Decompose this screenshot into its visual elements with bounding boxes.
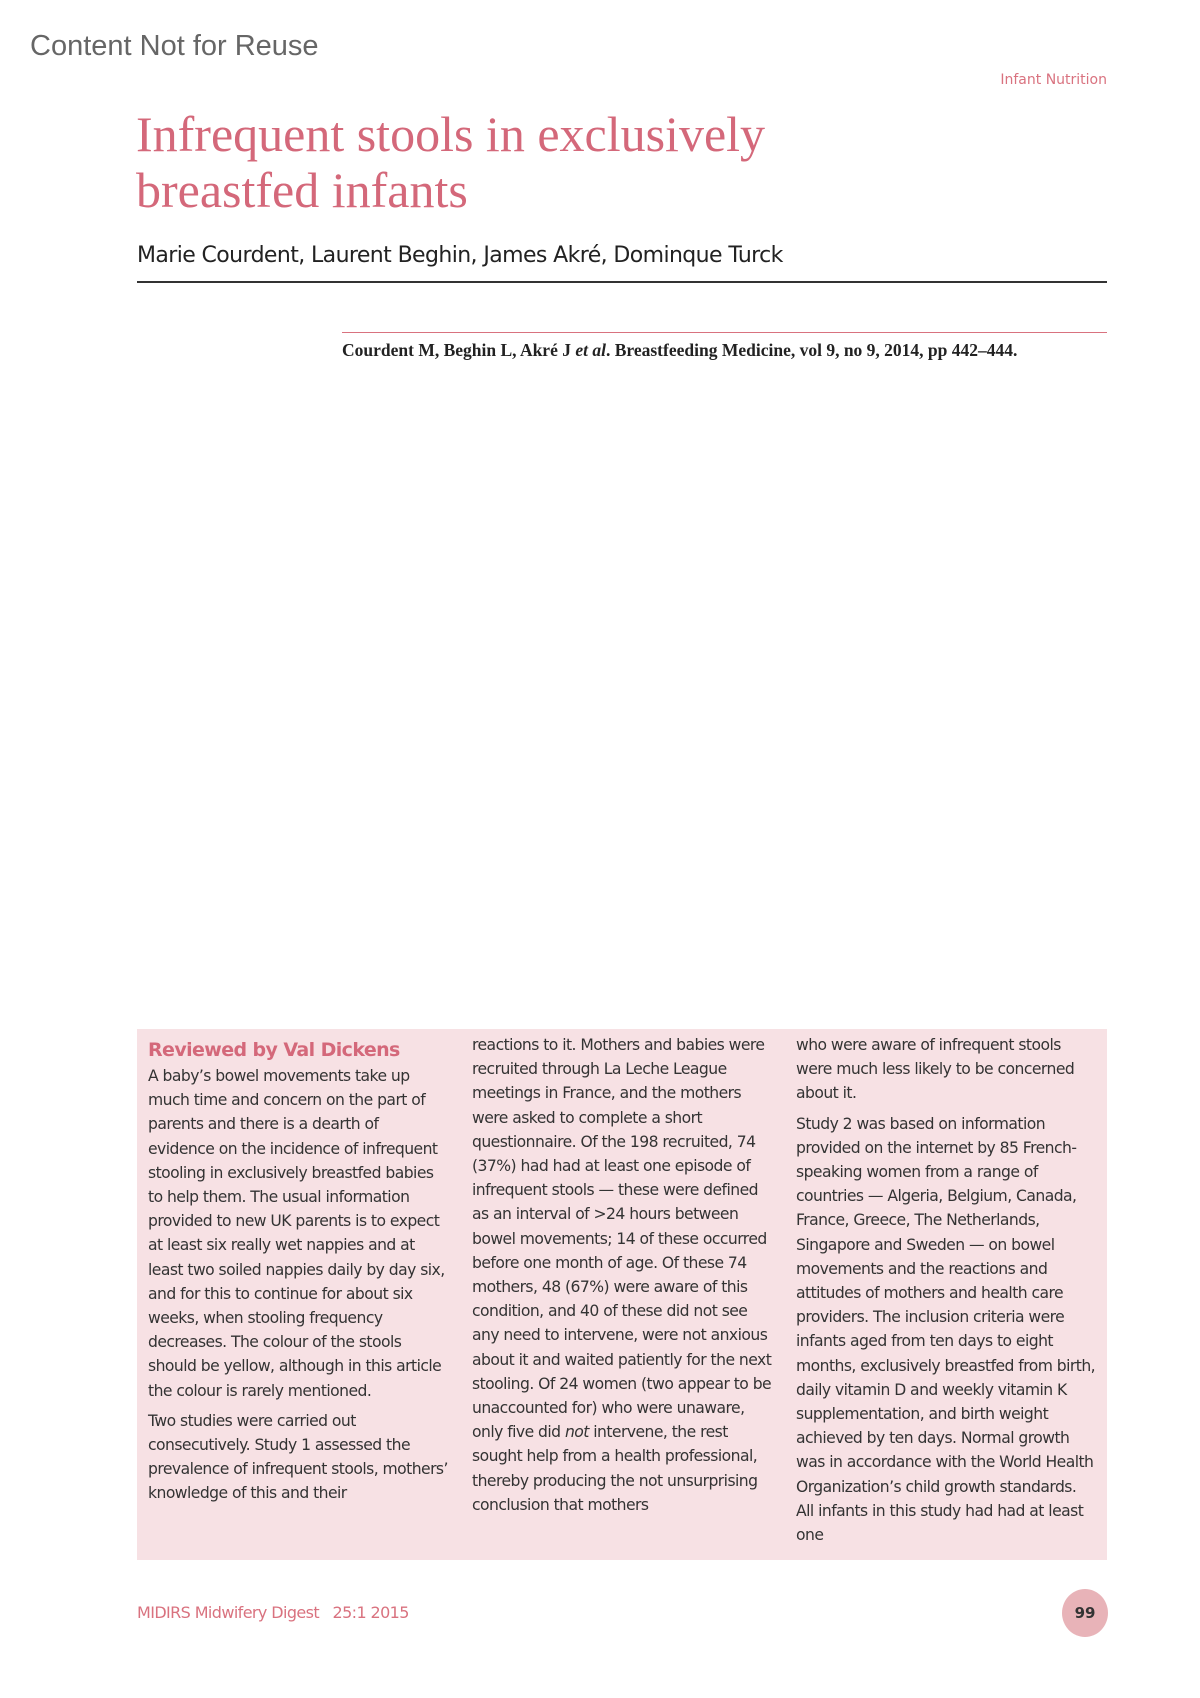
article-authors: Marie Courdent, Laurent Beghin, James Akré, Dominque Turck: [137, 243, 783, 268]
review-column-3: [796, 1033, 1096, 1553]
review-column-2: [472, 1033, 772, 1523]
section-label: Infant Nutrition: [1000, 72, 1107, 88]
article-title: [136, 106, 765, 218]
citation-divider: [342, 332, 1107, 333]
title-line: breastfed infants: [136, 162, 468, 218]
review-paragraph: Study 2 was based on information provided on the internet by 85 French-speaking women from a range of countries — Algeria, Belgium, Canada, France, Greece, The Netherlands, Singapore and Sweden — on bowel movements and the reactions and attitudes of mothers and health care providers. The inclusion criteria were infants aged from ten days to eight months, exclusively breastfed from birth, daily vitamin D and weekly vitamin K supplementation, and birth weight achieved by ten days. Normal growth was in accordance with the World Health Organization’s child growth standards. All infants in this study had had at least one: [796, 1114, 1096, 1545]
title-line: Infrequent stools in exclusively: [136, 106, 766, 162]
review-paragraph: who were aware of infrequent stools were much less likely to be concerned about it.: [796, 1036, 1075, 1103]
review-paragraph: Two studies were carried out consecutively. Study 1 assessed the prevalence of infrequent stools, mothers’ knowledge of this and their: [148, 1411, 448, 1503]
review-paragraph: [472, 1033, 772, 1517]
citation-etal: et al: [575, 340, 606, 360]
review-box: [137, 1029, 1107, 1560]
reviewer-heading: Reviewed by Val Dickens: [148, 1039, 400, 1061]
page-number: 99: [1062, 1589, 1108, 1637]
divider: [137, 281, 1107, 283]
citation-source: . Breastfeeding Medicine, vol 9, no 9, 2014, pp 442–444.: [605, 340, 1018, 360]
text-run: reactions to it. Mothers and babies were recruited through La Leche League meetings in France, and the mothers were asked to complete a short questionnaire. Of the 198 recruited, 74 (37%) had had at least one episode of infrequent stools — these were defined as an interval of >24 hours between bowel movements; 14 of these occurred before one month of age. Of these 74 mothers, 48 (67%) were aware of this condition, and 40 of these did not see any need to intervene, were not anxious about it and waited patiently for the next stooling. Of 24 women (two appear to be unaccounted for) who were unaware, only five did: [472, 1036, 772, 1442]
citation: [342, 340, 1017, 361]
journal-footer: MIDIRS Midwifery Digest 25:1 2015: [137, 1603, 409, 1622]
review-column-1: [148, 1036, 448, 1512]
citation-authors: Courdent M, Beghin L, Akré J: [342, 340, 576, 360]
emphasis: not: [564, 1423, 589, 1442]
text-run: intervene, the rest sought help from a health professional, thereby producing the not unsurprising conclusion that mothers: [472, 1423, 758, 1514]
watermark-text: Content Not for Reuse: [30, 30, 319, 62]
review-paragraph: A baby’s bowel movements take up much time and concern on the part of parents and there is a dearth of evidence on the incidence of infrequent stooling in exclusively breastfed babies to help them. The usual information provided to new UK parents is to expect at least six really wet nappies and at least two soiled nappies daily by day six, and for this to continue for about six weeks, when stooling frequency decreases. The colour of the stools should be yellow, although in this article the colour is rarely mentioned.: [148, 1067, 445, 1400]
